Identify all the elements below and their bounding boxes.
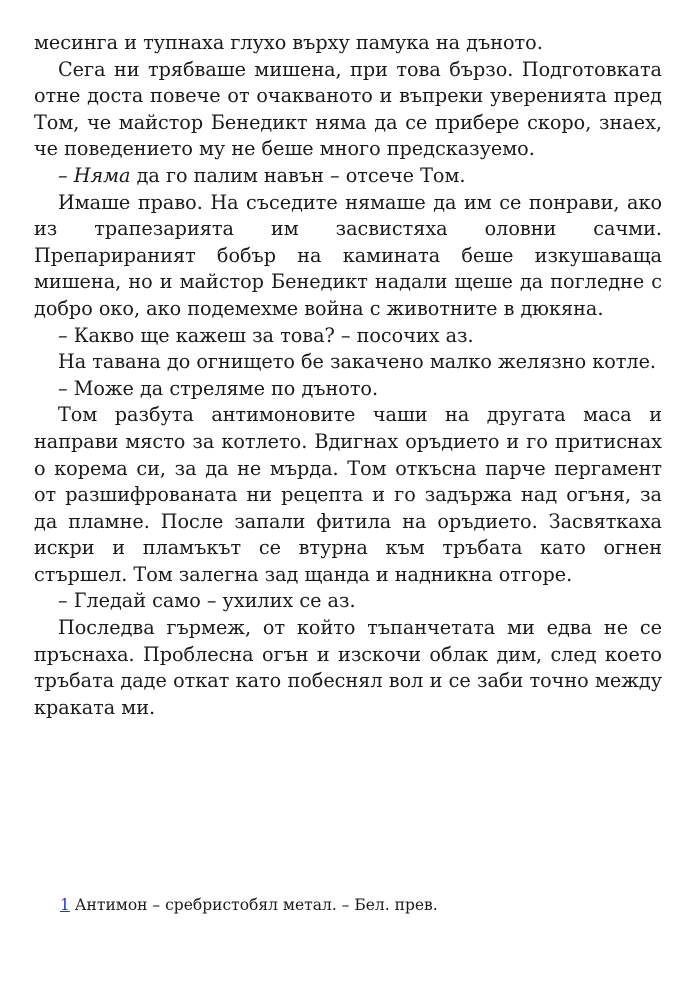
footnote-text: Антимон – сребристобял метал. – Бел. прев. [69, 896, 438, 914]
emphasis-word: Няма [73, 163, 131, 187]
paragraph-neighbors: Имаше право. На съседите нямаше да им се понрави, ако из трапезарията им засвистяха оловни сачми. Препарираният бобър на камината беше изкушаваща мишена, но и майстор Бенедикт надали щеше да погледне с добро око, ако подемехме война с животните в дюкяна. [34, 190, 662, 320]
paragraph-target-needed: Сега ни трябваше мишена, при това бързо. Подготовката отне доста повече от очакваното и въпреки уверенията пред Том, че майстор Бенедикт няма да се прибере скоро, знаех, че поведението му не беше много предсказуемо. [34, 57, 662, 161]
paragraph-cannon-setup: Том разбута антимоновите чаши на другата маса и направи място за котлето. Вдигнах оръдието и го притиснах о корема си, за да не мърда. Том откъсна парче пергамент от разшифрованата ни рецепта и го задържа над огъня, за да пламне. После запали фитила на оръдието. Засвяткаха искри и пламъкът се втурна към тръбата като огнен стършел. Том залегна зад щанда и надникна отгоре. [34, 403, 662, 586]
dialogue-rest: да го палим навън – отсече Том. [130, 163, 466, 187]
dialogue-watch-this: – Гледай само – ухилих се аз. [58, 589, 356, 613]
paragraph-kettle: На тавана до огнището бе закачено малко желязно котле. [58, 350, 657, 374]
document-page [34, 30, 662, 721]
dialogue-tom-not-outside [34, 163, 662, 190]
dialogue-dash: – [58, 163, 74, 187]
footnote [60, 895, 438, 915]
dialogue-shoot-bottom: – Може да стреляме по дъното. [58, 376, 379, 400]
dialogue-what-about-this: – Какво ще кажеш за това? – посочих аз. [58, 323, 474, 347]
footnote-number-link[interactable]: 1 [60, 896, 70, 914]
paragraph-continuation: месинга и тупнаха глухо върху памука на дъното. [34, 31, 543, 54]
paragraph-explosion: Последва гърмеж, от който тъпанчетата ми едва не се пръснаха. Проблесна огън и изскочи облак дим, след което тръбата даде откат като побеснял вол и се заби точно между краката ми. [34, 616, 662, 719]
